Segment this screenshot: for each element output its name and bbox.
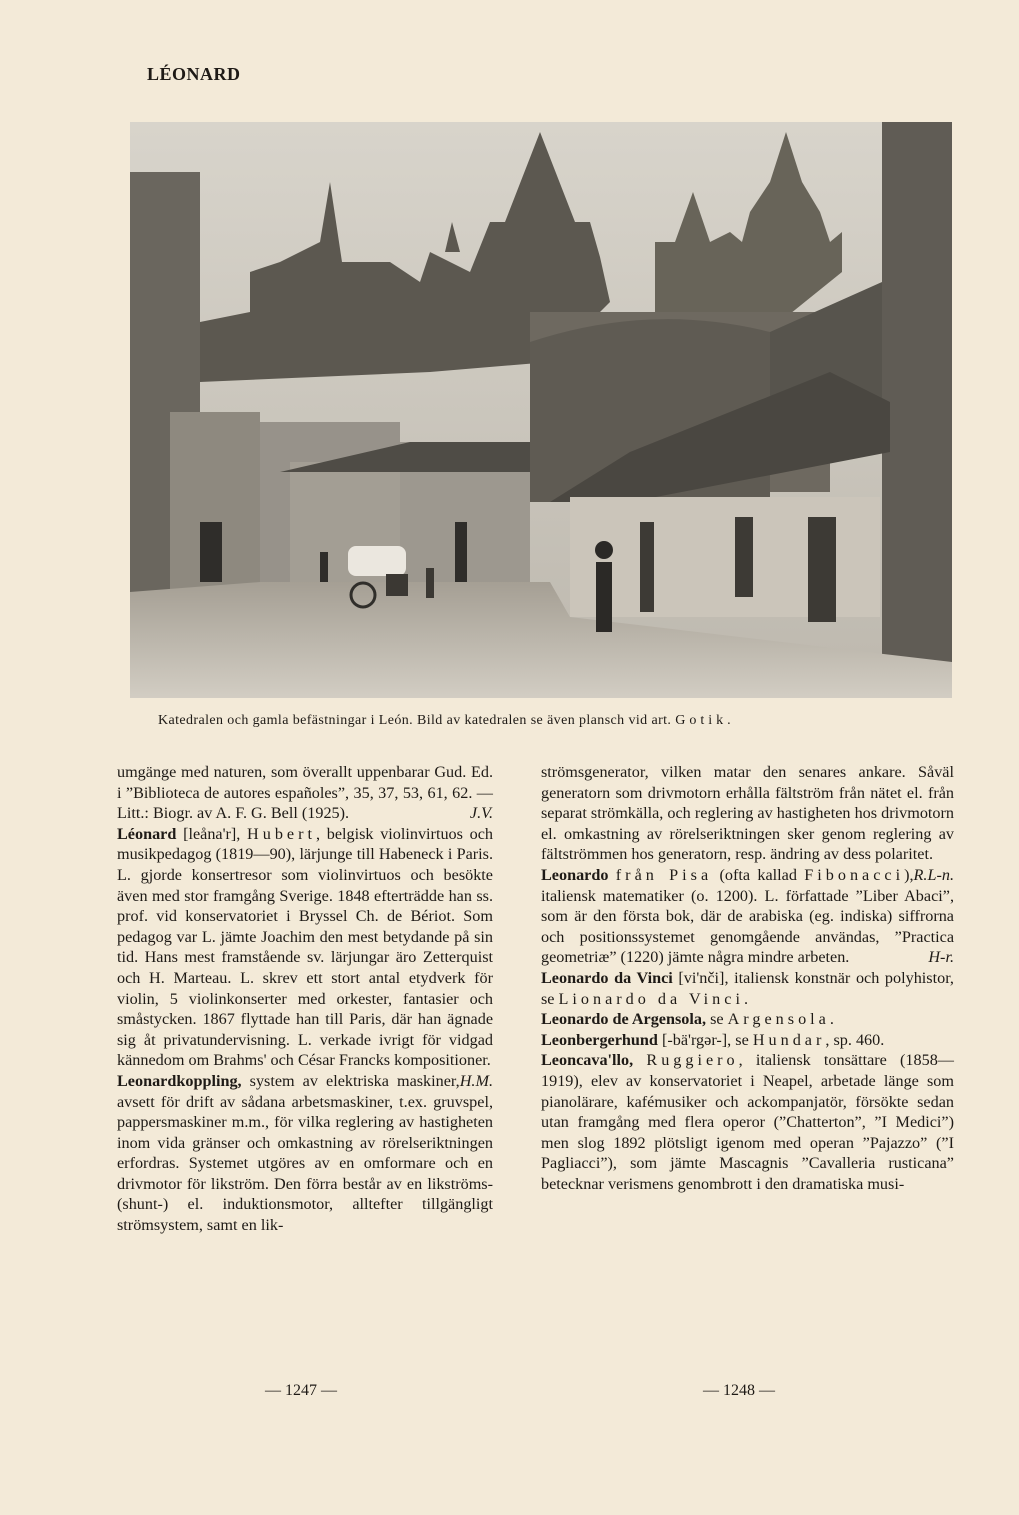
entry-headword: Leonardo da Vinci: [541, 968, 673, 987]
entry-headword: Leonardkoppling,: [117, 1071, 242, 1090]
cathedral-photo: [130, 122, 952, 698]
entry-headword: Leonardo: [541, 865, 609, 884]
entry-headword: Leonardo de Argensola,: [541, 1010, 707, 1029]
page-number-right: — 1248 —: [703, 1382, 775, 1399]
entry-headword: Leoncava'llo,: [541, 1051, 634, 1070]
running-head: LÉONARD: [147, 64, 241, 84]
cross-ref: Hundar: [752, 1030, 826, 1049]
entry-leonard: Léonard [leåna'r], Hubert, belgisk violinvirtuos och musikpedagog (1819—90), lärjunge till Habeneck i Paris. L. gjorde konsertresor som violinvirtuos och besökte även med stor framgång Sverige. 1848 efterträdde han ss. prof. vid konservatoriet i Bryssel Ch. de Bériot. Som pedagog var L. jämte Joachim den mest betydande på sin tid. Hans mest framstående sv. lärjungar äro Zetterquist och H. Marteau. L. skrev ett stort antal etydverk för violin, 5 violinkonserter med orkester, fantasier och småstycken. 1867 flyttade han till Paris, där han ägnade sig åt privatundervisning. L. verkade ivrigt för vidgad kännedom om Brahms' och César Francks kompositioner. H.M.: [117, 824, 494, 1090]
entry-argensola: Leonardo de Argensola, se Argensola.: [541, 1010, 834, 1029]
caption-text: Katedralen och gamla befästningar i León. Bild av katedralen se även plansch vid art.: [158, 713, 672, 728]
author-signature: R.L-n.: [913, 865, 954, 884]
page-number-left: — 1247 —: [265, 1382, 337, 1399]
entry-leonardo-da-vinci: Leonardo da Vinci [vi'nči], italiensk konstnär och polyhistor, se Lionardo da Vinci.: [541, 968, 954, 1008]
entry-leonardo-pisa: Leonardo från Pisa (ofta kallad Fibonacci), italiensk matematiker (o. 1200). L. författade ”Liber Abaci”, som är den första bok, där de arabiska (eg. indiska) siffrorna och positionssystemet genomgående användas, ”Practica geometriæ” (1220) jämte några mindre arbeten. H-r.: [541, 865, 954, 967]
cross-ref: Lionardo da Vinci: [558, 989, 744, 1008]
entry-continuation: umgänge med naturen, som överallt uppenbarar Gud. Ed. i ”Biblioteca de autores españoles”, 35, 37, 53, 61, 62. — Litt.: Biogr. av A. F. G. Bell (1925). J.V.: [117, 763, 493, 823]
entry-headword: Leonbergerhund: [541, 1030, 658, 1049]
caption-cross-ref: Gotik.: [675, 713, 735, 728]
right-column: [541, 762, 954, 1194]
entry-leonbergerhund: Leonbergerhund [-bä'rgər-], se Hundar, sp. 460.: [541, 1030, 885, 1049]
entry-continuation: strömsgenerator, vilken matar den senares ankare. Såväl generatorn som drivmotorn erhålla fältström från nätet el. från separat strömkälla, och reglering av hastigheten hos drivmotorn el. omkastning av rörelseriktningen sker genom reglering av fältströmmen hos generatorn, resp. ändring av dess polaritet. R.L-n.: [541, 763, 954, 884]
entry-leonardkoppling: Leonardkoppling, system av elektriska maskiner, avsett för drift av sådana arbetsmaskiner, t.ex. gruvspel, pappersmaskiner m.m., för vilka reglering av hastigheten inom vida gränser och omkastning av rörelseriktningen erfordras. Systemet utgöres av en omformare och en drivmotor för likström. Den förra består av en likströms- (shunt-) el. induktionsmotor, alltefter tillgängligt strömsystem, samt en lik-: [117, 1071, 493, 1235]
entry-headword: Léonard: [117, 824, 177, 843]
cross-ref: Argensola: [727, 1010, 830, 1029]
figure-caption: [158, 713, 938, 729]
left-column: [117, 762, 493, 1236]
author-signature: H-r.: [928, 948, 954, 967]
author-signature: H.M.: [459, 1071, 493, 1090]
entry-leoncavallo: Leoncava'llo, Ruggiero, italiensk tonsättare (1858—1919), elev av konservatoriet i Neapel, arbetade länge som pianolärare, kafémusiker och ackompanjatör, försökte sedan utan framgång med flera operor (”Chatterton”, ”I Medici”) men slog 1892 plötsligt igenom med operan ”Pajazzo” (”I Pagliacci”), som jämte Mascagnis ”Cavalleria rusticana” betecknar verismens genombrott i den dramatiska musi-: [541, 1051, 954, 1193]
author-signature: J.V.: [469, 804, 493, 823]
